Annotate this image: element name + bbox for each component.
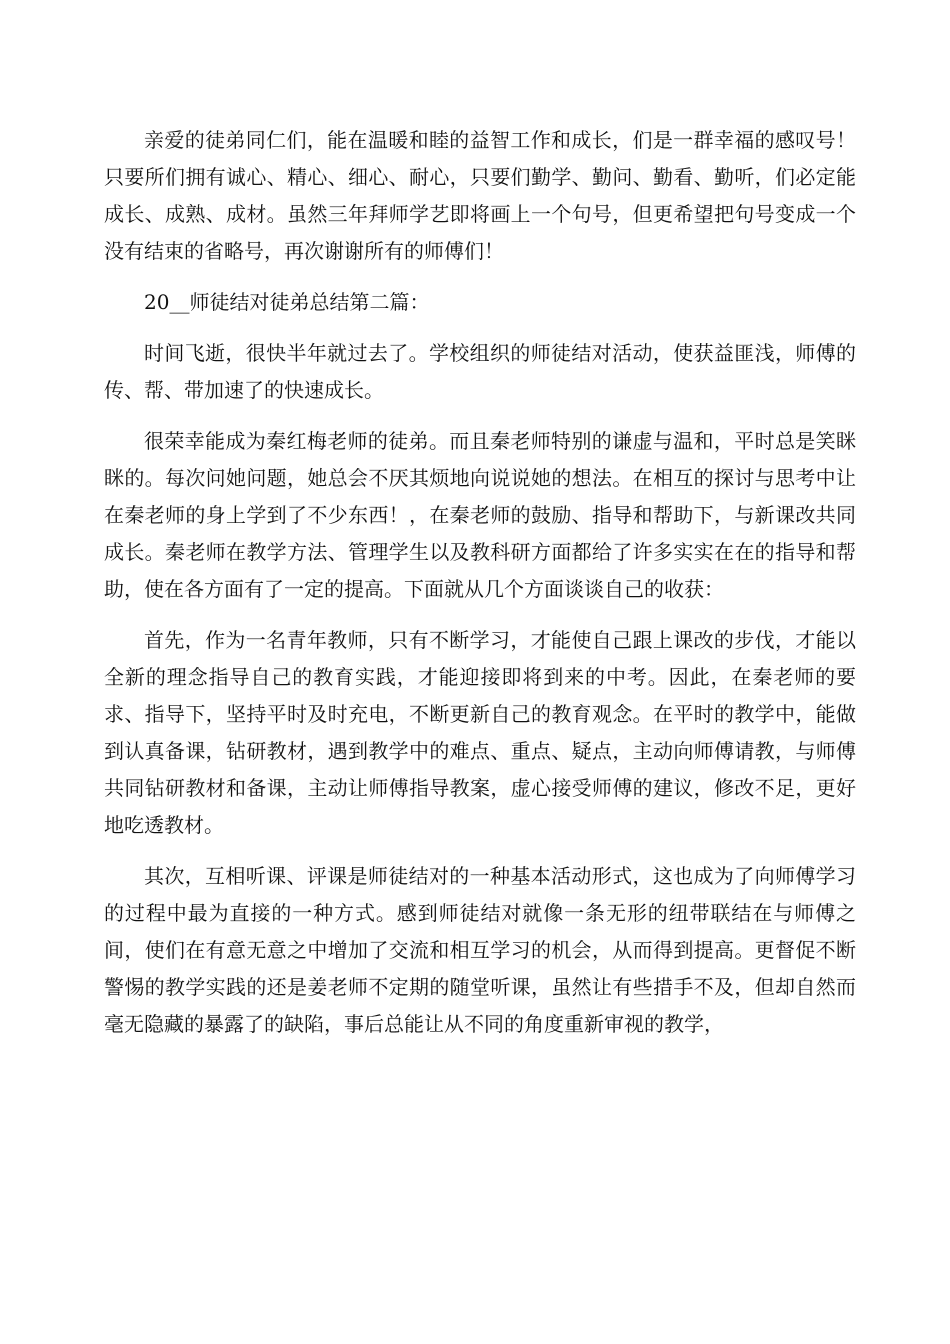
paragraph-second-lessons: 其次，互相听课、评课是师徒结对的一种基本活动形式，这也成为了向师傅学习的过程中最为直接的一种方式。感到师徒结对就像一条无形的纽带联结在与师傅之间，使们在有意无意之中增加了交流和相互学习的机会，从而得到提高。更督促不断警惕的教学实践的还是姜老师不定期的随堂听课，虽然让有些措手不及，但却自然而毫无隐藏的暴露了的缺陷，事后总能让从不同的角度重新审视的教学， xyxy=(104,864,856,1036)
section-heading: 20__师徒结对徒弟总结第二篇： xyxy=(144,290,430,314)
paragraph-time-flies: 时间飞逝，很快半年就过去了。学校组织的师徒结对活动，使获益匪浅，师傅的传、帮、带加速了的快速成长。 xyxy=(104,341,856,402)
paragraph-closing-thanks: 亲爱的徒弟同仁们，能在温暖和睦的益智工作和成长，们是一群幸福的感叹号！只要所们拥有诚心、精心、细心、耐心，只要们勤学、勤问、勤看、勤听，们必定能成长、成熟、成材。虽然三年拜师学艺即将画上一个句号，但更希望把句号变成一个没有结束的省略号，再次谢谢所有的师傅们！ xyxy=(104,128,856,263)
document-body xyxy=(104,122,856,1057)
paragraph-mentor-intro: 很荣幸能成为秦红梅老师的徒弟。而且秦老师特别的谦虚与温和，平时总是笑眯眯的。每次问她问题，她总会不厌其烦地向说说她的想法。在相互的探讨与思考中让在秦老师的身上学到了不少东西！，在秦老师的鼓励、指导和帮助下，与新课改共同成长。秦老师在教学方法、管理学生以及教科研方面都给了许多实实在在的指导和帮助，使在各方面有了一定的提高。下面就从几个方面谈谈自己的收获： xyxy=(104,429,856,601)
paragraph-first-learning: 首先，作为一名青年教师，只有不断学习，才能使自己跟上课改的步伐，才能以全新的理念指导自己的教育实践，才能迎接即将到来的中考。因此，在秦老师的要求、指导下，坚持平时及时充电，不断更新自己的教育观念。在平时的教学中，能做到认真备课，钻研教材，遇到教学中的难点、重点、疑点，主动向师傅请教，与师傅共同钻研教材和备课，主动让师傅指导教案，虚心接受师傅的建议，修改不足，更好地吃透教材。 xyxy=(104,628,856,837)
